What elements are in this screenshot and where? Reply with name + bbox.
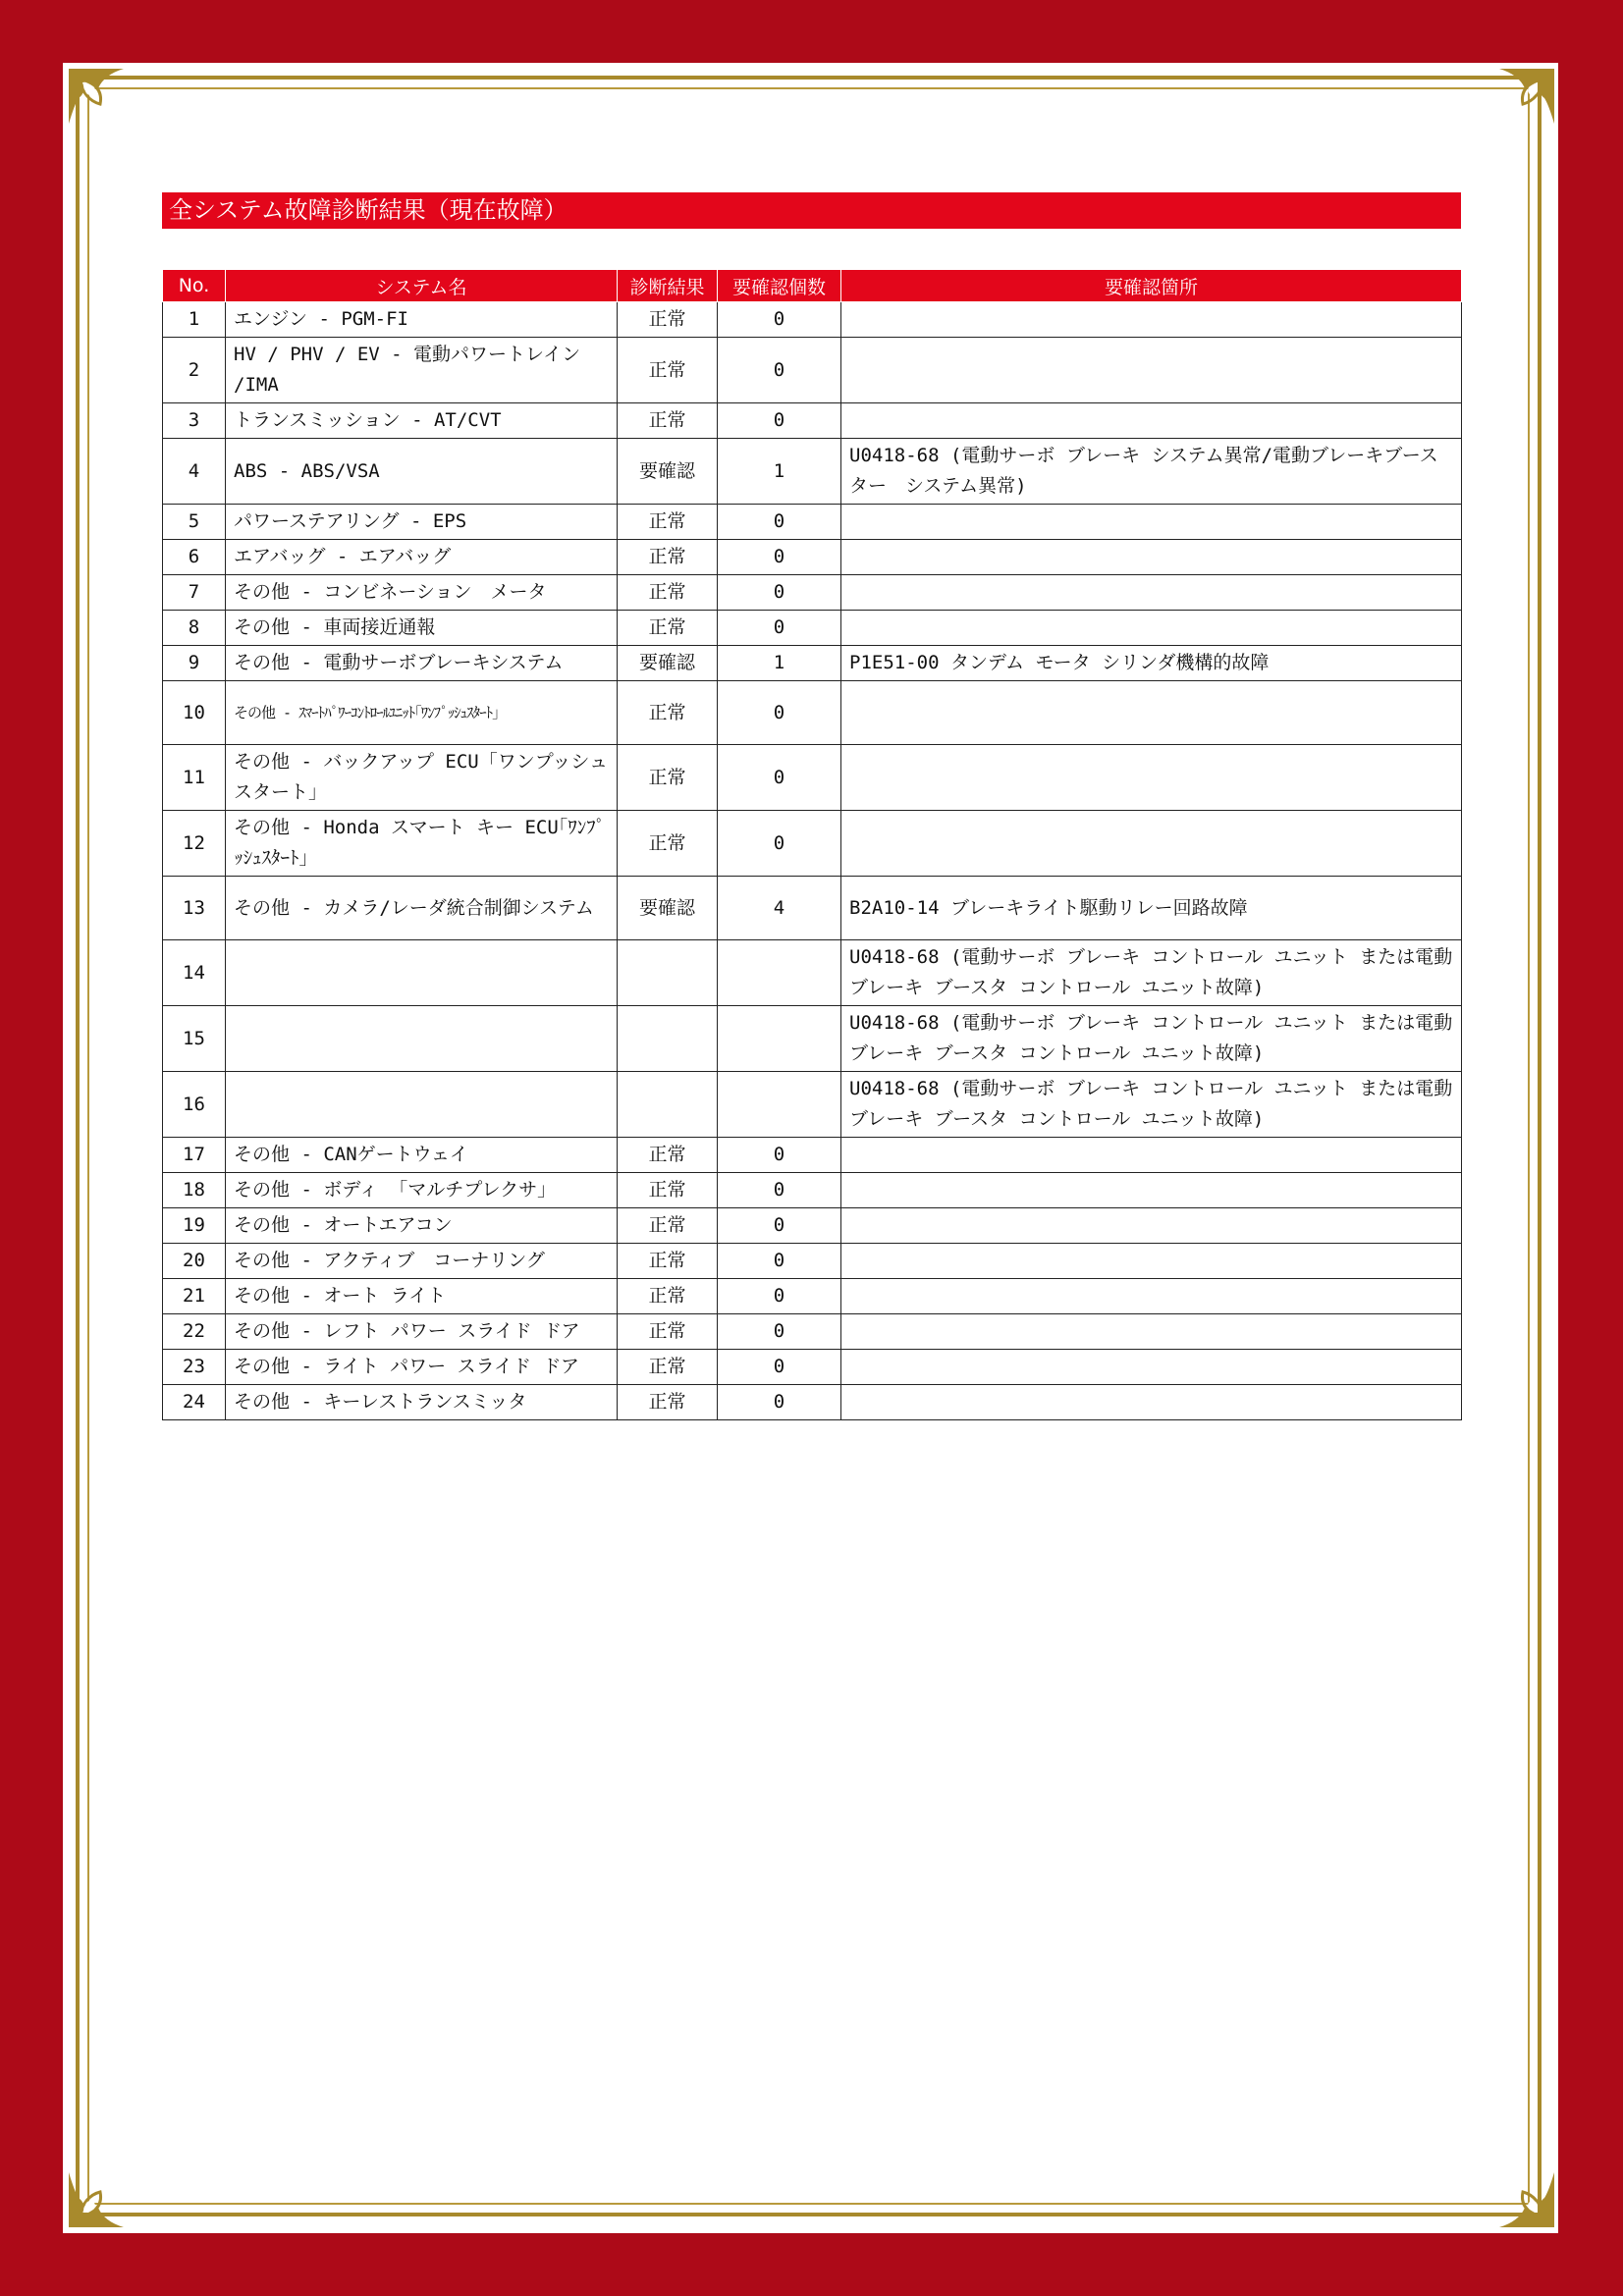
row-result: 正常 [618,1279,718,1314]
row-result: 要確認 [618,439,718,505]
row-detail [841,1350,1462,1385]
row-detail [841,681,1462,745]
row-no: 2 [163,338,226,403]
report-title: 全システム故障診断結果（現在故障） [162,192,1461,229]
row-no: 24 [163,1385,226,1420]
row-no: 11 [163,745,226,811]
row-system: その他 - Honda スマート キー ECU｢ﾜﾝﾌﾟｯｼｭｽﾀｰﾄ｣ [226,811,618,877]
row-system: その他 - 車両接近通報 [226,611,618,646]
row-no: 6 [163,540,226,575]
table-row [163,681,1462,745]
row-system: HV / PHV / EV - 電動パワートレイン /IMA [226,338,618,403]
row-system: エアバッグ - エアバッグ [226,540,618,575]
row-system: トランスミッション - AT/CVT [226,403,618,439]
row-count: 0 [718,403,841,439]
row-detail [841,1244,1462,1279]
table-header-row [163,270,1462,302]
table-row [163,338,1462,403]
header-result: 診断結果 [618,270,718,302]
row-result: 正常 [618,1244,718,1279]
row-result: 正常 [618,505,718,540]
row-result: 正常 [618,1138,718,1173]
row-result: 正常 [618,745,718,811]
row-detail [841,505,1462,540]
row-no: 12 [163,811,226,877]
row-result: 正常 [618,338,718,403]
row-count: 0 [718,338,841,403]
row-detail: U0418-68 (電動サーボ ブレーキ コントロール ユニット または電動ブレーキ ブースタ コントロール ユニット故障) [841,1006,1462,1072]
row-result: 正常 [618,1350,718,1385]
table-row [163,1244,1462,1279]
row-result [618,1072,718,1138]
row-detail: U0418-68 (電動サーボ ブレーキ コントロール ユニット または電動ブレーキ ブースタ コントロール ユニット故障) [841,940,1462,1006]
row-count [718,1006,841,1072]
row-result: 正常 [618,1173,718,1208]
row-no: 16 [163,1072,226,1138]
row-detail [841,811,1462,877]
row-result [618,940,718,1006]
row-system: パワーステアリング - EPS [226,505,618,540]
row-count: 0 [718,745,841,811]
row-no: 3 [163,403,226,439]
row-detail: U0418-68 (電動サーボ ブレーキ システム異常/電動ブレーキブースター システム異常) [841,439,1462,505]
row-system: その他 - オートエアコン [226,1208,618,1244]
row-result: 正常 [618,1208,718,1244]
table-row [163,611,1462,646]
table-row [163,1314,1462,1350]
row-count: 0 [718,1385,841,1420]
row-detail [841,745,1462,811]
row-system: エンジン - PGM-FI [226,302,618,338]
row-system: その他 - CANゲートウェイ [226,1138,618,1173]
table-row [163,940,1462,1006]
row-system: その他 - 電動サーボブレーキシステム [226,646,618,681]
row-count: 0 [718,681,841,745]
table-row [163,403,1462,439]
row-detail: B2A10-14 ブレーキライト駆動リレー回路故障 [841,877,1462,940]
row-system: その他 - キーレストランスミッタ [226,1385,618,1420]
table-row [163,1279,1462,1314]
row-no: 18 [163,1173,226,1208]
row-result: 正常 [618,540,718,575]
row-system: その他 - ライト パワー スライド ドア [226,1350,618,1385]
corner-ornament-icon [65,65,155,155]
row-no: 23 [163,1350,226,1385]
table-row [163,745,1462,811]
row-result [618,1006,718,1072]
row-system: その他 - コンビネーション メータ [226,575,618,611]
row-no: 4 [163,439,226,505]
row-detail [841,1279,1462,1314]
row-result: 正常 [618,302,718,338]
row-system: その他 - ボディ 「マルチプレクサ」 [226,1173,618,1208]
row-detail [841,403,1462,439]
header-system-name: システム名 [226,270,618,302]
row-result: 正常 [618,1314,718,1350]
table-row [163,1208,1462,1244]
row-no: 1 [163,302,226,338]
table-row [163,1006,1462,1072]
row-count: 0 [718,1350,841,1385]
row-count: 4 [718,877,841,940]
row-system: その他 - ｽﾏｰﾄﾊﾟﾜｰｺﾝﾄﾛｰﾙﾕﾆｯﾄ｢ﾜﾝﾌﾟｯｼｭｽﾀｰﾄ｣ [226,681,618,745]
row-count: 0 [718,611,841,646]
row-result: 正常 [618,403,718,439]
header-check-count: 要確認個数 [718,270,841,302]
row-count: 0 [718,1314,841,1350]
corner-ornament-icon [1468,2141,1558,2231]
table-row [163,1072,1462,1138]
table-row [163,439,1462,505]
row-no: 5 [163,505,226,540]
row-no: 8 [163,611,226,646]
corner-ornament-icon [65,2141,155,2231]
table-row [163,1350,1462,1385]
row-detail [841,1173,1462,1208]
row-result: 正常 [618,1385,718,1420]
row-no: 9 [163,646,226,681]
row-count: 0 [718,302,841,338]
row-count [718,940,841,1006]
row-no: 10 [163,681,226,745]
row-no: 21 [163,1279,226,1314]
row-system [226,940,618,1006]
row-detail [841,338,1462,403]
row-system: その他 - バックアップ ECU「ワンプッシュスタート」 [226,745,618,811]
row-count [718,1072,841,1138]
table-row [163,1173,1462,1208]
row-count: 0 [718,575,841,611]
row-count: 0 [718,505,841,540]
row-count: 0 [718,1244,841,1279]
row-no: 20 [163,1244,226,1279]
row-system [226,1006,618,1072]
row-result: 要確認 [618,877,718,940]
row-detail [841,611,1462,646]
corner-ornament-icon [1468,65,1558,155]
row-detail [841,1138,1462,1173]
row-no: 15 [163,1006,226,1072]
row-count: 0 [718,1208,841,1244]
table-row [163,646,1462,681]
table-row [163,540,1462,575]
header-check-detail: 要確認箇所 [841,270,1462,302]
row-count: 1 [718,646,841,681]
row-detail [841,540,1462,575]
row-detail [841,1314,1462,1350]
row-no: 19 [163,1208,226,1244]
row-system: その他 - オート ライト [226,1279,618,1314]
header-no: No. [163,270,226,302]
row-count: 1 [718,439,841,505]
row-detail [841,575,1462,611]
row-count: 0 [718,1279,841,1314]
row-detail [841,1208,1462,1244]
table-row [163,1138,1462,1173]
table-row [163,811,1462,877]
row-result: 要確認 [618,646,718,681]
row-count: 0 [718,811,841,877]
row-system: その他 - カメラ/レーダ統合制御システム [226,877,618,940]
row-result: 正常 [618,681,718,745]
row-count: 0 [718,1138,841,1173]
row-count: 0 [718,540,841,575]
row-detail: P1E51-00 タンデム モータ シリンダ機構的故障 [841,646,1462,681]
table-row [163,1385,1462,1420]
diagnosis-table [162,269,1462,1420]
row-no: 22 [163,1314,226,1350]
table-row [163,575,1462,611]
row-detail: U0418-68 (電動サーボ ブレーキ コントロール ユニット または電動ブレーキ ブースタ コントロール ユニット故障) [841,1072,1462,1138]
row-result: 正常 [618,575,718,611]
row-no: 7 [163,575,226,611]
row-system: その他 - アクティブ コーナリング [226,1244,618,1279]
row-no: 17 [163,1138,226,1173]
table-row [163,877,1462,940]
row-system: ABS - ABS/VSA [226,439,618,505]
row-no: 13 [163,877,226,940]
row-result: 正常 [618,611,718,646]
row-no: 14 [163,940,226,1006]
row-detail [841,302,1462,338]
table-row [163,302,1462,338]
row-count: 0 [718,1173,841,1208]
table-row [163,505,1462,540]
row-system: その他 - レフト パワー スライド ドア [226,1314,618,1350]
row-detail [841,1385,1462,1420]
row-result: 正常 [618,811,718,877]
row-system [226,1072,618,1138]
